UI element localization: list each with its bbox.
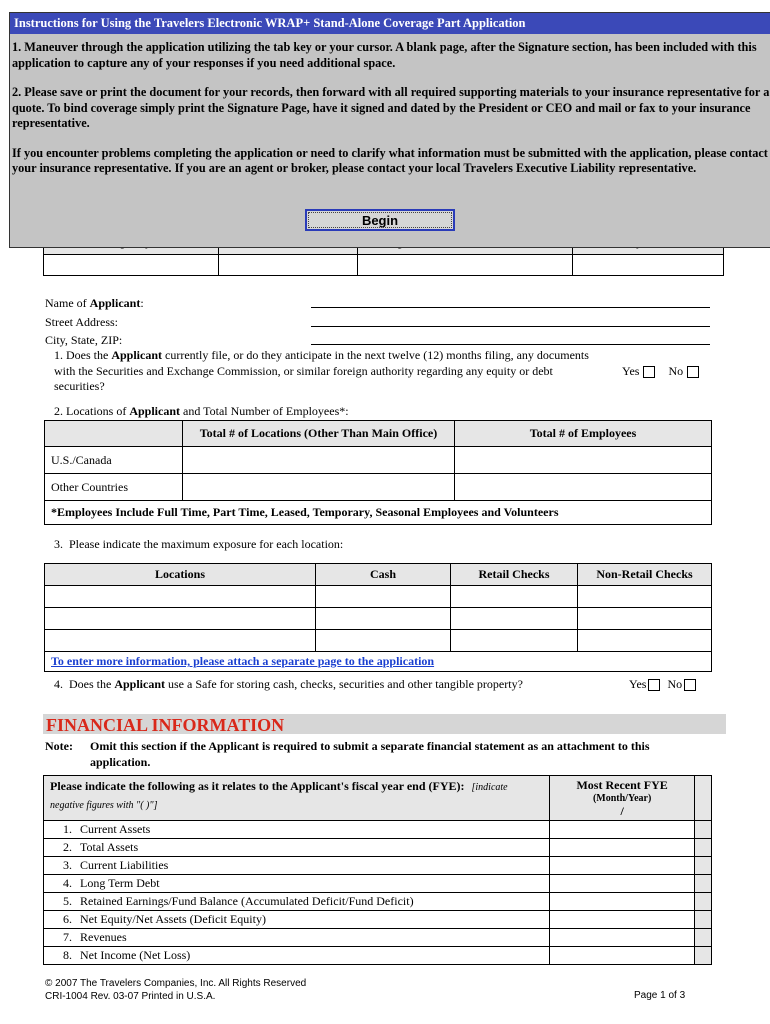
agency-field[interactable] [44, 254, 219, 276]
q4-options [629, 677, 696, 692]
q1-no-label: No [668, 364, 684, 378]
question-3: 3. Please indicate the maximum exposure for each location: [54, 537, 344, 551]
street-field[interactable] [311, 326, 710, 327]
applicant-labels [45, 294, 144, 350]
question-2: 2. Locations of Applicant and Total Number of Employees*: [54, 404, 349, 418]
exposure-cell[interactable] [451, 630, 578, 652]
locations-employees-table [44, 420, 712, 525]
financial-title: FINANCIAL INFORMATION [46, 715, 285, 735]
us-canada-label: U.S./Canada [45, 447, 183, 474]
question-4: 4. Does the Applicant use a Safe for storing cash, checks, securities and other tangible property? [54, 677, 523, 691]
instruction-1: 1. Maneuver through the application utilizing the tab key or your cursor. A blank page, after the Signature section, has been included with this application to capture any of your responses if you need additional space. [12, 40, 757, 70]
form-number: CRI-1004 Rev. 03-07 Printed in U.S.A. [45, 991, 216, 1002]
exposure-cell[interactable] [45, 630, 316, 652]
copyright: © 2007 The Travelers Companies, Inc. All Rights Reserved [45, 978, 307, 989]
non-retail-checks-header: Non-Retail Checks [578, 564, 712, 586]
current-liabilities-field[interactable] [550, 857, 695, 875]
page-number: Page 1 of 3 [634, 990, 686, 1001]
city-label: City, State, ZIP: [45, 333, 123, 347]
employees-footnote: *Employees Include Full Time, Part Time, Leased, Temporary, Seasonal Employees and Volunteers [45, 501, 712, 525]
q1-no-checkbox[interactable] [687, 366, 699, 378]
long-term-debt-label: Long Term Debt [74, 875, 550, 893]
locations-header: Locations [45, 564, 316, 586]
instructions-dialog [9, 12, 770, 248]
instruction-3: If you encounter problems completing the application or need to clarify what information must be submitted with the application, please contact your insurance representative. If you are an agent or broker, please contact your local Travelers Executive Liability representative. [12, 145, 768, 175]
question-1: 1. Does the Applicant currently file, or do they anticipate in the next twelve (12) months filing, any documents with the Securities and Exchange Commission, or similar foreign authority regarding any equity or debt securities? [54, 348, 589, 393]
begin-button[interactable]: Begin [305, 209, 455, 231]
total-assets-label: Total Assets [74, 839, 550, 857]
current-liabilities-label: Current Liabilities [74, 857, 550, 875]
city-field[interactable] [311, 344, 710, 345]
exposure-cell[interactable] [45, 608, 316, 630]
other-countries-label: Other Countries [45, 474, 183, 501]
attach-page-link[interactable]: To enter more information, please attach a separate page to the application [45, 652, 712, 672]
q4-yes-checkbox[interactable] [648, 679, 660, 691]
name-field[interactable] [311, 307, 710, 308]
exposure-cell[interactable] [451, 586, 578, 608]
exposure-cell[interactable] [316, 630, 451, 652]
blank-header [695, 776, 712, 821]
exposure-cell[interactable] [316, 586, 451, 608]
exposure-cell[interactable] [45, 586, 316, 608]
q1-yes-checkbox[interactable] [643, 366, 655, 378]
cash-header: Cash [316, 564, 451, 586]
fye-instructions: Please indicate the following as it relates to the Applicant's fiscal year end (FYE): [indicate negative figures with "( )"] [44, 776, 550, 821]
total-assets-field[interactable] [550, 839, 695, 857]
exposure-cell[interactable] [316, 608, 451, 630]
q4-no-label: No [667, 677, 683, 691]
other-employees-field[interactable] [455, 474, 712, 501]
current-assets-field[interactable] [550, 821, 695, 839]
net-income-label: Net Income (Net Loss) [74, 947, 550, 965]
agent-field[interactable] [358, 254, 573, 276]
q4-yes-label: Yes [629, 677, 647, 691]
fye-header: Most Recent FYE (Month/Year) / [550, 776, 695, 821]
retained-earnings-field[interactable] [550, 893, 695, 911]
us-locations-field[interactable] [183, 447, 455, 474]
retained-earnings-label: Retained Earnings/Fund Balance (Accumulated Deficit/Fund Deficit) [74, 893, 550, 911]
other-locations-field[interactable] [183, 474, 455, 501]
street-label: Street Address: [45, 314, 118, 329]
note-label: Note: [45, 739, 73, 753]
locations-col-header: Total # of Locations (Other Than Main Office) [183, 421, 455, 447]
net-income-field[interactable] [550, 947, 695, 965]
revenues-label: Revenues [74, 929, 550, 947]
dialog-title: Instructions for Using the Travelers Electronic WRAP+ Stand-Alone Coverage Part Application [10, 13, 770, 34]
exposure-cell[interactable] [578, 608, 712, 630]
code-field[interactable] [219, 254, 358, 276]
q4-no-checkbox[interactable] [684, 679, 696, 691]
net-equity-field[interactable] [550, 911, 695, 929]
us-employees-field[interactable] [455, 447, 712, 474]
revenues-field[interactable] [550, 929, 695, 947]
policy-field[interactable] [573, 254, 724, 276]
long-term-debt-field[interactable] [550, 875, 695, 893]
current-assets-label: Current Assets [74, 821, 550, 839]
note-text: Omit this section if the Applicant is required to submit a separate financial statement as an attachment to this application. [90, 739, 650, 769]
employees-col-header: Total # of Employees [455, 421, 712, 447]
name-label: Name of Applicant: [45, 296, 144, 310]
q1-options [622, 364, 699, 379]
exposure-table [44, 563, 712, 672]
exposure-cell[interactable] [451, 608, 578, 630]
footer-left [45, 977, 306, 1003]
net-equity-label: Net Equity/Net Assets (Deficit Equity) [74, 911, 550, 929]
financial-table: Please indicate the following as it relates to the Applicant's fiscal year end (FYE): [indicate negative figures with "( )"] Most Recent FYE (Month/Year) / 1. Current Assets 2. Total Assets 3. Current Liabilities 4. Long Term Debt 5. Retained Earnings/Fund Balance (Accumulated Deficit/Fund Deficit) 6. Net Equity/Net Assets (Deficit Equity) 7. Revenues 8. Net Income (Net Loss) [43, 775, 712, 965]
q1-yes-label: Yes [622, 364, 640, 378]
exposure-cell[interactable] [578, 586, 712, 608]
retail-checks-header: Retail Checks [451, 564, 578, 586]
exposure-cell[interactable] [578, 630, 712, 652]
instruction-2: 2. Please save or print the document for your records, then forward with all required supporting materials to your insurance representative for a quote. To bind coverage simply print the Signature Page, have it signed and dated by the President or CEO and mail or fax to your insurance representative. [12, 85, 770, 130]
